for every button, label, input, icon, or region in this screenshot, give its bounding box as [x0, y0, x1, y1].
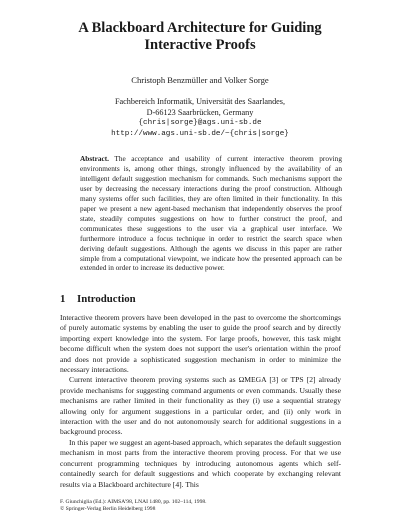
- section-heading: [60, 293, 136, 305]
- footer-citation: F. Giunchiglia (Ed.): AIMSA'98, LNAI 1480, pp. 102–114, 1998.: [60, 499, 207, 505]
- author-email: {chris|sorge}@ags.uni-sb.de: [138, 119, 262, 127]
- abstract-text: The acceptance and usability of current interactive theorem proving environments is, among other things, strongly influenced by the availability of an intelligent default suggestion mechanism for commands. Such mechanisms support the user by decreasing the necessary interactions during the proof construction. Although many systems offer such facilities, they are often limited in their functionality. In this paper we present a new agent-based mechanism that independently observes the proof state, steadily computes suggestions on how to further construct the proof, and communicates these suggestions to the user via a graphical user interface. We furthermore introduce a focus technique in order to restrict the search space when deriving default suggestions. Although the agents we discuss in this paper are rather simple from a computational viewpoint, we indicate how the presented approach can be extended in order to increase its deductive power.: [80, 154, 342, 273]
- abstract-label: Abstract.: [80, 154, 109, 163]
- affiliation-line-1: Fachbereich Informatik, Universität des Saarlandes,: [114, 97, 286, 106]
- author-url: http://www.ags.uni-sb.de/~{chris|sorge}: [111, 129, 289, 138]
- abstract: [80, 154, 342, 273]
- paragraph: In this paper we suggest an agent-based approach, which separates the default suggestion mechanism in most parts from the interactive theorem proving process. For that we use concurrent programming techniques by introducing autonomous agents which self-containedly search for default suggestions and which cooperate by exchanging relevant results via a Blackboard architecture [4]. This: [60, 437, 341, 489]
- section-number: 1: [60, 293, 66, 305]
- section-title: Introduction: [77, 293, 136, 305]
- body-text: [60, 313, 341, 490]
- title-line-1: A Blackboard Architecture for Guiding: [78, 20, 322, 36]
- footer-copyright: © Springer-Verlag Berlin Heidelberg 1998: [60, 506, 156, 513]
- affiliation: [40, 97, 360, 139]
- paragraph: Interactive theorem provers have been developed in the past to overcome the shortcomings of purely automatic systems by enabling the user to guide the proof search and by directly importing expert knowledge into the system. For large proofs, however, this task might become difficult when the system does not support the user's orientation within the proof and does not provide a sophisticated suggestion mechanism in order to minimize the necessary interactions.: [60, 313, 341, 375]
- authors: Christoph Benzmüller and Volker Sorge: [131, 75, 269, 85]
- paragraph: Current interactive theorem proving systems such as ΩMEGA [3] or TPS [2] already provide mechanisms for suggesting command arguments or even commands. Usually these mechanisms are rather limited in their functionality as they (i) use a sequential strategy allowing only for argument suggestions in a particular order, and (ii) only work in interaction with the user and do not autonomously search for additional suggestions in a background process.: [60, 375, 341, 437]
- publication-footer: [60, 499, 207, 513]
- paper-title: [40, 20, 360, 54]
- title-line-2: Interactive Proofs: [144, 37, 256, 53]
- affiliation-line-2: D-66123 Saarbrücken, Germany: [146, 107, 254, 117]
